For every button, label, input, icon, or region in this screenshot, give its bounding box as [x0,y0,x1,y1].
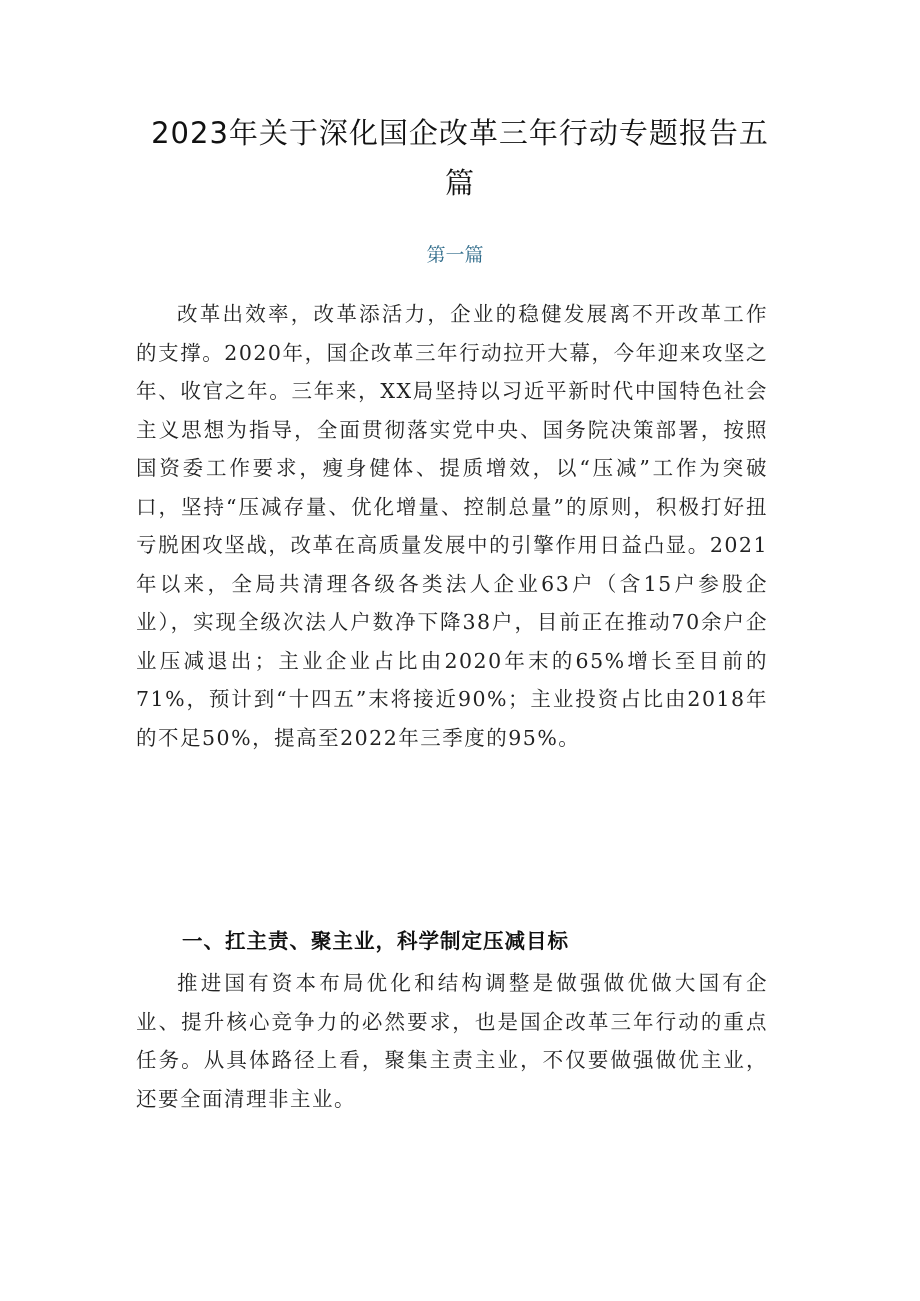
document-title: 2023年关于深化国企改革三年行动专题报告五篇 [151,116,769,200]
body-paragraph: 推进国有资本布局优化和结构调整是做强做优做大国有企业、提升核心竞争力的必然要求，也是国企改革三年行动的重点任务。从具体路径上看，聚集主责主业，不仅要做强做优主业，还要全面清理非主业。 [136,971,768,1111]
subsection-heading: 一、扛主责、聚主业，科学制定压减目标 [182,929,569,953]
section-heading: 第一篇 [426,244,484,266]
body-paragraph: 改革出效率，改革添活力，企业的稳健发展离不开改革工作的支撑。2020年，国企改革三年行动拉开大幕，今年迎来攻坚之年、收官之年。三年来，XX局坚持以习近平新时代中国特色社会主义思想为指导，全面贯彻落实党中央、国务院决策部署，按照国资委工作要求，瘦身健体、提质增效，以“压减”工作为突破口，坚持“压减存量、优化增量、控制总量”的原则，积极打好扭亏脱困攻坚战，改革在高质量发展中的引擎作用日益凸显。2021年以来，全局共清理各级各类法人企业63户（含15户参股企业），实现全级次法人户数净下降38户，目前正在推动70余户企业压减退出；主业企业占比由2020年末的65%增长至目前的71%，预计到“十四五”末将接近90%；主业投资占比由2018年的不足50%，提高至2022年三季度的95%。 [136,302,768,750]
